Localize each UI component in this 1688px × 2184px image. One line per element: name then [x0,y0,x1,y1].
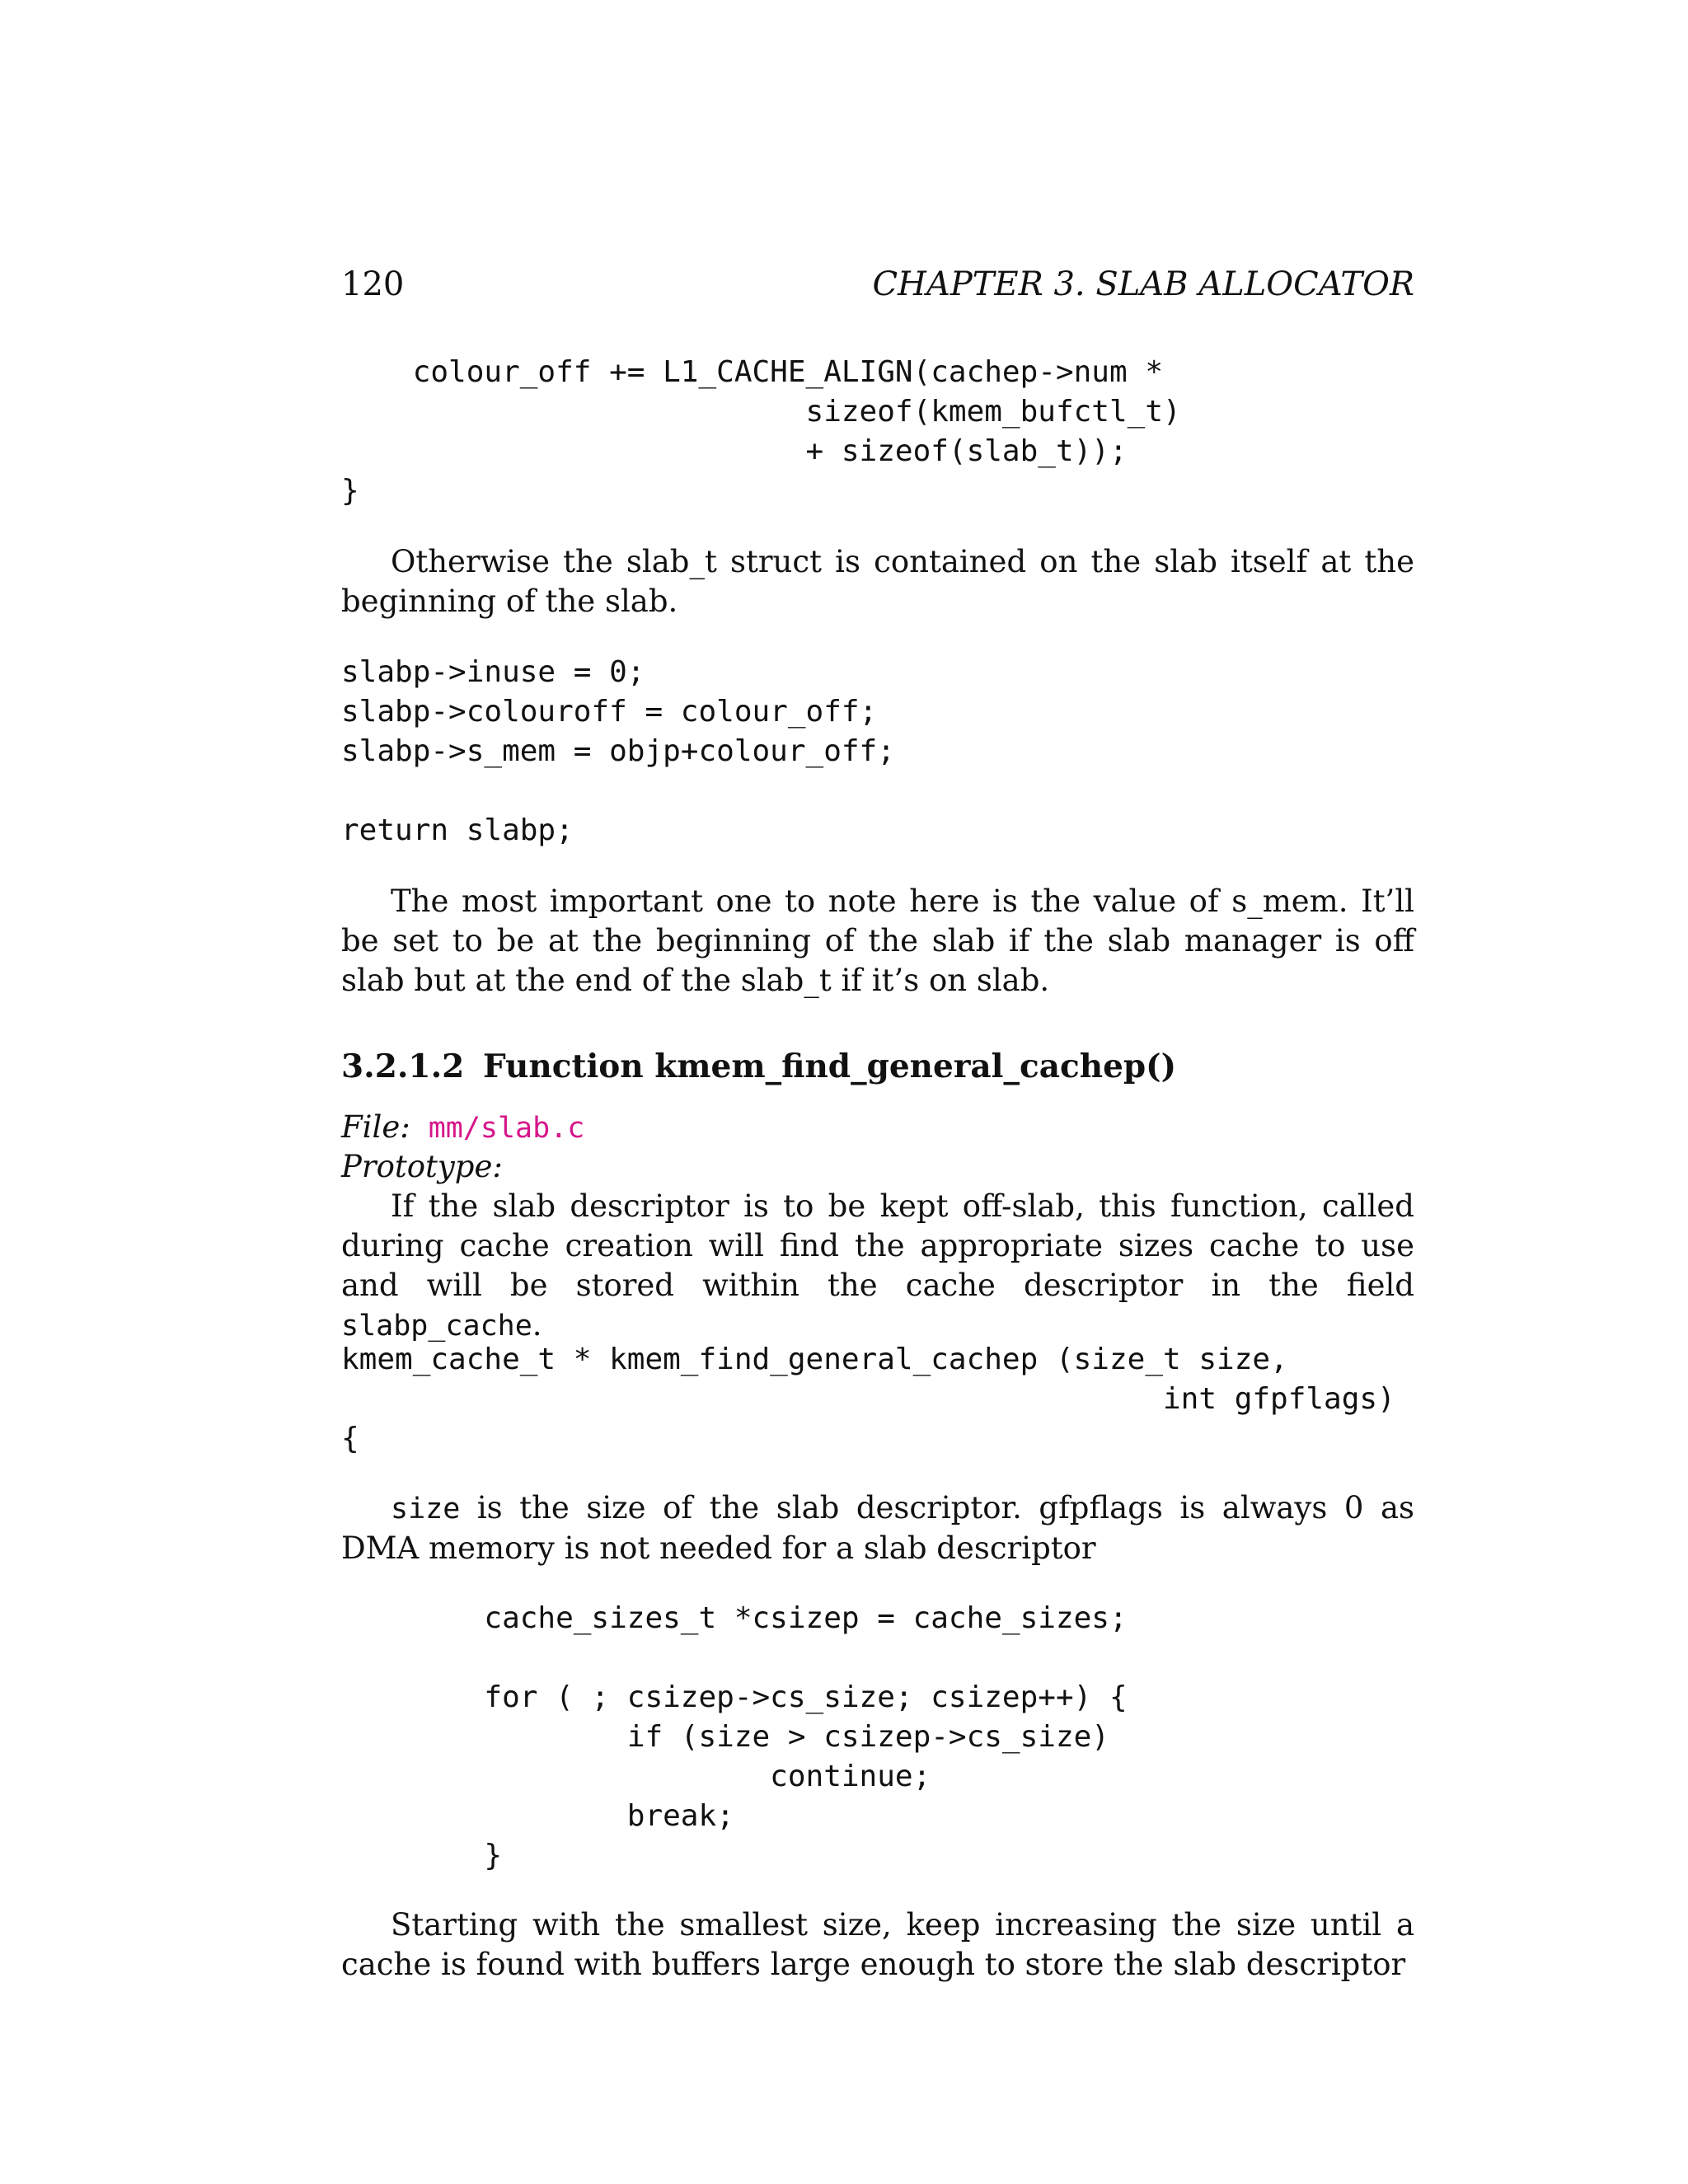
field-name-slabp-cache: slabp_cache [341,1310,532,1343]
section-heading [341,1045,1176,1088]
prototype-line [341,1147,503,1187]
paragraph-off-slab-text: If the slab descriptor is to be kept off-slab, this function, called during cache creation will find the appropriate sizes cache to use and will be stored within the cache descriptor in the field [341,1188,1414,1303]
section-title: Function kmem_find_general_cachep() [483,1047,1177,1085]
file-label: File: [341,1109,410,1145]
paragraph-s-mem: The most important one to note here is the value of s_mem. It’ll be set to be at the beginning of the slab if the slab manager is off slab but at the end of the slab_t if it’s on slab. [341,883,1414,998]
running-head: CHAPTER 3. SLAB ALLOCATOR [872,265,1414,303]
file-line [341,1108,584,1148]
code-block-loop: cache_sizes_t *csizep = cache_sizes; for ( ; csizep->cs_size; csizep++) { if (size > csizep->cs_size) continue; break; } [484,1601,1128,1872]
section-number: 3.2.1.2 [341,1047,465,1085]
page-number: 120 [341,265,405,303]
file-path-link[interactable]: mm/slab.c [428,1112,585,1145]
prototype-label: Prototype: [341,1149,503,1184]
paragraph-size-text: is the size of the slab descriptor. gfpflags is always 0 as DMA memory is not needed for a slab descriptor [341,1490,1414,1566]
paragraph-starting: Starting with the smallest size, keep increasing the size until a cache is found with buffers large enough to store the slab descriptor [341,1907,1414,1982]
paragraph-otherwise: Otherwise the slab_t struct is contained on the slab itself at the beginning of the slab. [341,544,1414,619]
paragraph-size [341,1488,1414,1568]
paragraph-off-slab-end: . [532,1307,542,1343]
term-size: size [391,1493,461,1526]
code-block-colour-off: colour_off += L1_CACHE_ALIGN(cachep->num * sizeof(kmem_bufctl_t) + sizeof(slab_t)); } [341,355,1181,508]
code-block-prototype: kmem_cache_t * kmem_find_general_cachep (size_t size, int gfpflags) { [341,1343,1395,1455]
paragraph-off-slab [341,1187,1414,1346]
code-block-slabp: slabp->inuse = 0; slabp->colouroff = colour_off; slabp->s_mem = objp+colour_off; return slabp; [341,655,895,847]
